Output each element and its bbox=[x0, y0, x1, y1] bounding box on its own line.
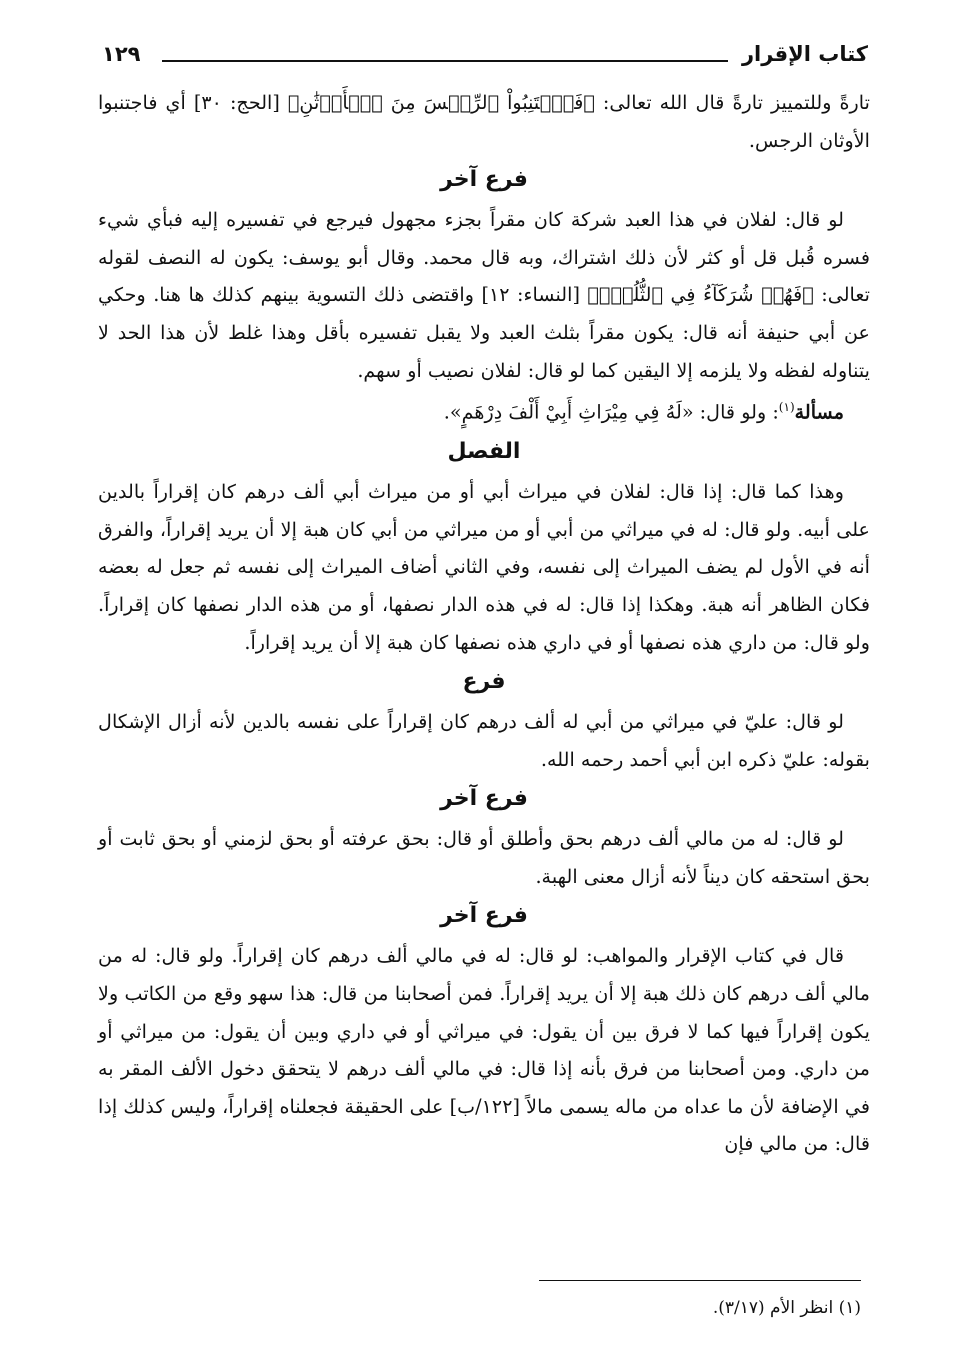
paragraph: وهذا كما قال: إذا قال: لفلان في ميراث أبي أو من ميراث أبي ألف درهم كان إقراراً بالدين على أبيه. ولو قال: له في ميراثي من أبي أو من ميراثي من أبي كان هبة إلا أن يريد إقراراً، والفرق أنه في الأول لم يضف الميراث إلى نفسه، وفي الثاني أضاف الميراث إلى نفسه ثم جعل له بعضه فكان الظاهر أنه هبة. وهكذا إذا قال: له في هذه الدار نصفها، أو من هذه الدار نصفها كان إقراراً. ولو قال: من داري هذه نصفها أو في داري هذه نصفها كان هبة إلا أن يريد إقراراً. bbox=[98, 480, 870, 654]
section-heading: فرع آخر bbox=[440, 903, 528, 929]
running-header bbox=[100, 38, 868, 78]
paragraph: لو قال: عليّ في ميراثي من أبي له ألف درهم كان إقراراً على نفسه بالدين لأنه أزال الإشكال بقوله: عليّ ذكره ابن أبي أحمد رحمه الله. bbox=[98, 710, 870, 771]
section-heading: الفصل bbox=[447, 439, 521, 465]
page-number: ١٢٩ bbox=[102, 42, 141, 66]
section-heading: فرع آخر bbox=[440, 167, 528, 193]
paragraph: لو قال: له من مالي ألف درهم بحق وأطلق أو قال: بحق عرفته أو بحق لزمني أو بحق ثابت أو بحق استحقه كان ديناً لأنه أزال معنى الهبة. bbox=[98, 827, 870, 888]
paragraph: تارةً وللتمييز تارةً قال الله تعالى: ﴿فَٱجۡتَنِبُواْ ٱلرِّجۡسَ مِنَ ٱلۡأَوۡثَٰنِ﴾ [الحج: ٣٠] أي فاجتنبوا الأوثان الرجس. bbox=[98, 91, 870, 152]
chapter-title: كتاب الإقرار bbox=[741, 42, 868, 66]
header-rule bbox=[162, 60, 728, 62]
paragraph: قال في كتاب الإقرار والمواهب: لو قال: له في مالي ألف درهم كان إقراراً. ولو قال: له من مالي ألف درهم كان ذلك هبة إلا أن يريد إقراراً. فمن أصحابنا من قال: هذا سهو وقع من الكاتب ولا يكون إقراراً فيها كما لا فرق بين أن يقول: في ميراثي أو في داري وبين أن يقول: من ميراثي أو من داري. ومن أصحابنا من فرق بأنه إذا قال: في مالي ألف درهم لا يتحقق دخول الألف المقر به في الإضافة لأن ما عداه من ماله يسمى مالاً [١٢٢/ب] على الحقيقة فجعلناه إقراراً، وليس كذلك إذا قال: من مالي فإن bbox=[98, 944, 870, 1156]
section-heading: فرع bbox=[462, 669, 506, 695]
paragraph: لو قال: لفلان في هذا العبد شركة كان مقراً بجزء مجهول فيرجع في تفسيره إليه فبأي شيء فسره قُبل قل أو كثر لأن ذلك اشتراك، وبه قال محمد. وقال أبو يوسف: يكون له النصف لقوله تعالى: ﴿فَهُمۡ شُرَكَآءُ فِي ٱلثُّلُثِۚ﴾ [النساء: ١٢] واقتضى ذلك التسوية بينهم كذلك ها هنا. وحكي عن أبي حنيفة أنه قال: يكون مقراً بثلث العبد ولا يقبل تفسيره بأقل وهذا غلط لأن هذا الحد لا يتناوله لفظه ولا يلزمه إلا اليقين كما لو قال: لفلان نصيب أو سهم. bbox=[98, 208, 870, 382]
masala-paragraph bbox=[98, 389, 870, 431]
footnote-marker[interactable]: (١) bbox=[778, 400, 795, 415]
page-body bbox=[98, 84, 870, 1163]
masala-text: : ولو قال: «لَهُ فِي مِيْرَاثِ أَبِيْ أَلْفَ دِرْهَمٍ». bbox=[443, 400, 779, 424]
footnote: (١) انظر الأم (٣/١٧). bbox=[712, 1298, 861, 1318]
footnote-rule bbox=[539, 1280, 861, 1281]
masala-label: مسألة bbox=[794, 400, 844, 424]
section-heading: فرع آخر bbox=[440, 786, 528, 812]
